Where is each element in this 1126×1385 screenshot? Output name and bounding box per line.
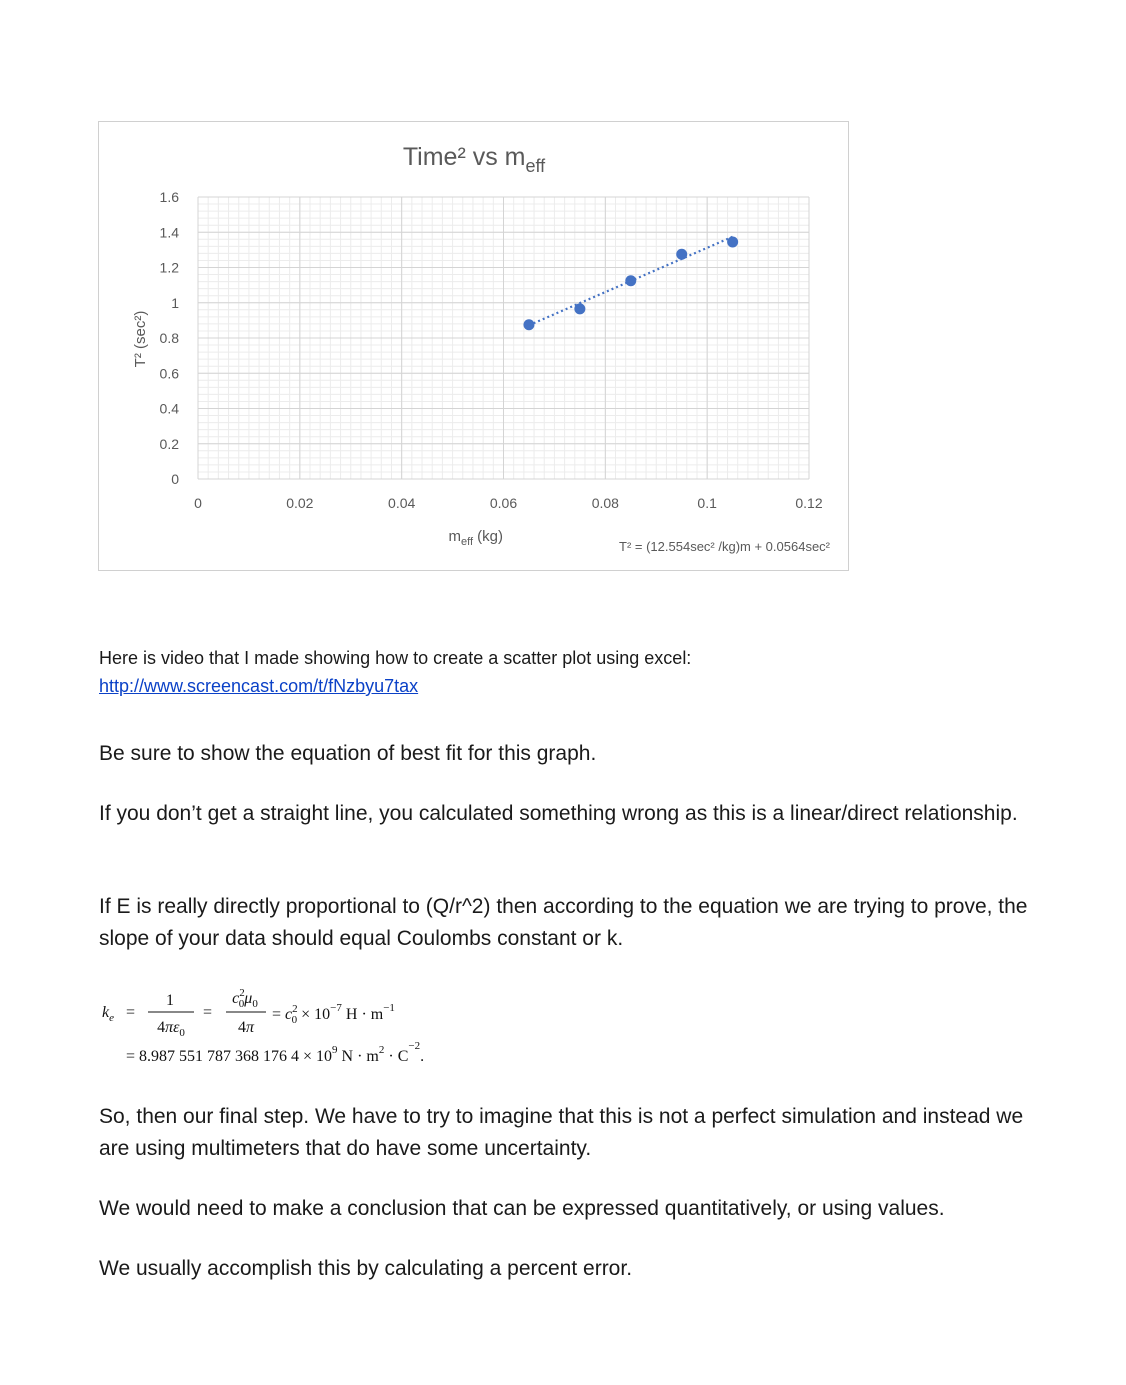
formula-rhs: = $c^2$ $0 \times 10^{-7}$ $H \cdot m^{-1}$ — [272, 1002, 395, 1026]
y-tick-label: 0.8 — [159, 330, 179, 346]
data-point — [574, 303, 585, 314]
y-tick-label: 0 — [171, 471, 179, 487]
x-tick-label: 0.12 — [795, 495, 823, 511]
y-tick-label: 0.4 — [159, 400, 179, 417]
paragraph-best-fit: Be sure to show the equation of best fit for this graph. — [99, 742, 597, 765]
formula-equals-1: = — [126, 1004, 136, 1021]
x-tick-label: 0 — [194, 495, 202, 511]
formula-value: = 8.987 551 787 368 176 $4 \times 10^9$ $N \cdot m^2 \cdot C^{-2}$. — [126, 1040, 425, 1065]
trendline-equation: T² = (12.554sec² /kg)m + 0.0564sec² — [619, 539, 830, 554]
x-tick-label: 0.1 — [697, 495, 717, 511]
paragraph-conclusion: We would need to make a conclusion that can be expressed quantitatively, or using values. — [99, 1197, 945, 1220]
paragraph-percent-error: We usually accomplish this by calculating a percent error. — [99, 1257, 633, 1280]
paragraph-proportional: If E is really directly proportional to (Q/r^2) then according to the equation we are trying to prove, the slope of your data should equal Coulombs constant or k. — [99, 895, 1028, 950]
video-link-line — [99, 676, 418, 697]
formula-denominator-2: 4π — [237, 1019, 255, 1036]
x-tick-label: 0.06 — [489, 495, 518, 511]
y-tick-label: 1.6 — [159, 189, 179, 205]
coulomb-constant-formula — [100, 985, 620, 1070]
y-tick-label: 1 — [171, 294, 179, 311]
y-tick-label: 0.2 — [159, 435, 179, 452]
data-point — [625, 275, 636, 286]
data-point — [676, 249, 687, 260]
data-point — [727, 236, 738, 247]
data-point — [523, 319, 534, 330]
formula-equals-2: = — [203, 1004, 213, 1021]
scatter-chart — [99, 122, 850, 572]
paragraph-final-step: So, then our final step. We have to try to imagine that this is not a perfect simulation and instead we are using multimeters that do have some uncertainty. — [99, 1105, 1024, 1160]
formula-denominator-1: $4\pi\varepsilon_0$ — [157, 1019, 185, 1039]
paragraph-straight-line: If you don’t get a straight line, you calculated something wrong as this is a linear/direct relationship. — [99, 802, 1018, 825]
y-tick-label: 0.6 — [159, 365, 179, 382]
data-points — [523, 236, 738, 330]
chart-container — [98, 121, 849, 571]
y-axis-label: T² (sec²) — [132, 310, 149, 368]
x-tick-label: 0.04 — [388, 495, 416, 511]
x-tick-label: 0.02 — [286, 495, 314, 511]
y-tick-label: 1.4 — [159, 224, 179, 241]
x-tick-labels — [194, 495, 823, 511]
x-axis-label: $m_{eff}$ (kg) — [448, 528, 503, 548]
x-tick-label: 0.08 — [591, 495, 619, 511]
formula-numerator-2: $c^2$ $0\mu_0$ — [232, 987, 258, 1010]
y-tick-labels — [160, 189, 180, 487]
formula-ke: $k_e$ — [102, 1004, 114, 1024]
video-link[interactable]: http://www.screencast.com/t/fNzbyu7tax — [99, 676, 419, 696]
y-tick-label: 1.2 — [159, 259, 179, 276]
formula-numerator-1: 1 — [166, 992, 174, 1009]
video-intro-text: Here is video that I made showing how to create a scatter plot using excel: — [99, 648, 692, 668]
chart-title: Time² vs $m_{eff}$ — [402, 143, 546, 176]
